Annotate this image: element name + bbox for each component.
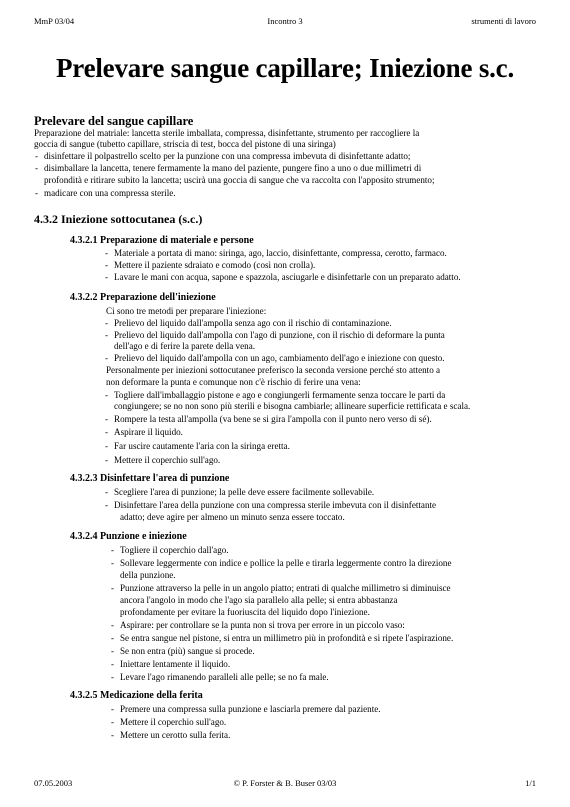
header-center: Incontro 3 — [267, 16, 303, 26]
section-heading-capillary: Prelevare del sangue capillare — [34, 114, 194, 128]
list-item-continuation: profondità e ritirare subito la lancetta; uscirà una goccia di sangue che va raccolta con l'apposito strumento; — [44, 175, 435, 185]
list-item: - Aspirare: per controllare se la punta non si trova per errore in un piccolo vaso: — [111, 620, 405, 630]
list-item: - Prelievo del liquido dall'ampolla con l'ago di punzione, con il rischio di deformare la punta — [105, 330, 445, 340]
list-item: - Far uscire cautamente l'aria con la siringa eretta. — [105, 441, 290, 451]
list-item-continuation: congiungere; se no non sono più sterili e bisogna cambiarle; allineare superficie rettificata e scala. — [114, 401, 471, 411]
list-item: - Scegliere l'area di punzione; la pelle deve essere facilmente sollevabile. — [105, 487, 375, 497]
list-item: - Se non entra (più) sangue si procede. — [111, 646, 255, 656]
list-item: - Prelievo del liquido dall'ampolla con un ago, cambiamento dell'ago e iniezione con questo. — [105, 353, 445, 363]
footer-date: 07.05.2003 — [34, 778, 73, 788]
page-title: Prelevare sangue capillare; Iniezione s.c. — [55, 53, 515, 83]
list-item: - Lavare le mani con acqua, sapone e spazzola, asciugarle e disinfettarle con un preparato adatto. — [105, 272, 461, 282]
paragraph-line: Ci sono tre metodi per preparare l'iniezione: — [106, 306, 267, 316]
list-item: - Punzione attraverso la pelle in un angolo piatto; entrati di qualche millimetro si diminuisce — [111, 583, 451, 593]
list-item-continuation: ancora l'angolo in modo che l'ago sia parallelo alla pelle; si entra abbastanza — [120, 595, 398, 605]
list-item: - Togliere il coperchio dall'ago. — [111, 545, 229, 555]
header-left: MmP 03/04 — [34, 16, 75, 26]
list-item: - Se entra sangue nel pistone, si entra un millimetro più in profondità e si ripete l'aspirazione. — [111, 633, 454, 643]
list-item: - disimballare la lancetta, tenere fermamente la mano del paziente, pungere fino a uno o due millimetri di — [35, 163, 422, 173]
list-item-continuation: adatto; deve agire per almeno un minuto senza essere toccato. — [120, 512, 345, 522]
list-item: - Levare l'ago rimanendo paralleli alle pelle; se no fa male. — [111, 672, 329, 682]
list-item: - Iniettare lentamente il liquido. — [111, 659, 231, 669]
subsection-heading: 4.3.2.4 Punzione e iniezione — [70, 531, 187, 542]
list-item: - Aspirare il liquido. — [105, 427, 183, 437]
list-item: - Premere una compressa sulla punzione e lasciarla premere dal paziente. — [111, 704, 381, 714]
subsection-heading: 4.3.2.3 Disinfettare l'area di punzione — [70, 473, 230, 484]
paragraph-line: non deformare la punta e comunque non c'è rischio di ferire una vena: — [106, 377, 361, 387]
list-item: - Rompere la testa all'ampolla (va bene se si gira l'ampolla con il punto nero verso di sé). — [105, 414, 432, 424]
list-item-continuation: della punzione. — [120, 570, 176, 580]
list-item: - Disinfettare l'area della punzione con una compressa sterile imbevuta con il disinfettante — [105, 500, 437, 510]
list-item: - Mettere il paziente sdraiato e comodo (così non crolla). — [105, 260, 316, 270]
list-item-continuation: dell'ago e di ferire la parete della vena. — [114, 341, 255, 351]
section-heading-injection: 4.3.2 Iniezione sottocutanea (s.c.) — [34, 212, 203, 226]
subsection-heading: 4.3.2.5 Medicazione della ferita — [70, 690, 203, 701]
list-item: - Mettere un cerotto sulla ferita. — [111, 730, 231, 740]
list-item: - Prelievo del liquido dall'ampolla senza ago con il rischio di contaminazione. — [105, 318, 392, 328]
intro-line: goccia di sangue (tubetto capillare, striscia di test, bocca del pistone di una siringa) — [34, 139, 336, 149]
footer-page-number: 1/1 — [525, 778, 536, 788]
list-item: - Materiale a portata di mano: siringa, ago, laccio, disinfettante, compressa, cerotto, farmaco. — [105, 248, 447, 258]
list-item: - Sollevare leggermente con indice e pollice la pelle e tirarla leggermente contro la direzione — [111, 558, 452, 568]
header-right: strumenti di lavoro — [471, 16, 536, 26]
paragraph-line: Personalmente per iniezioni sottocutanee preferisco la seconda versione perché sto attento a — [106, 365, 441, 375]
list-item: - Mettere il coperchio sull'ago. — [105, 455, 221, 465]
list-item: - madicare con una compressa sterile. — [35, 188, 176, 198]
list-item: - Togliere dall'imballaggio pistone e ago e congiungerli fermamente senza toccare le parti da — [105, 390, 446, 400]
list-item-continuation: profondamente per evitare la fuoriuscita del liquido dopo l'iniezione. — [120, 607, 370, 617]
list-item: - Mettere il coperchio sull'ago. — [111, 717, 227, 727]
subsection-heading: 4.3.2.1 Preparazione di materiale e persone — [70, 235, 254, 246]
list-item: - disinfettare il polpastrello scelto per la punzione con una compressa imbevuta di disinfettante adatto; — [35, 151, 411, 161]
subsection-heading: 4.3.2.2 Preparazione dell'iniezione — [70, 292, 216, 303]
footer-copyright: © P. Forster & B. Buser 03/03 — [233, 778, 337, 788]
intro-line: Preparazione del matriale: lancetta sterile imballata, compressa, disinfettante, strumento per raccogliere la — [34, 128, 420, 138]
